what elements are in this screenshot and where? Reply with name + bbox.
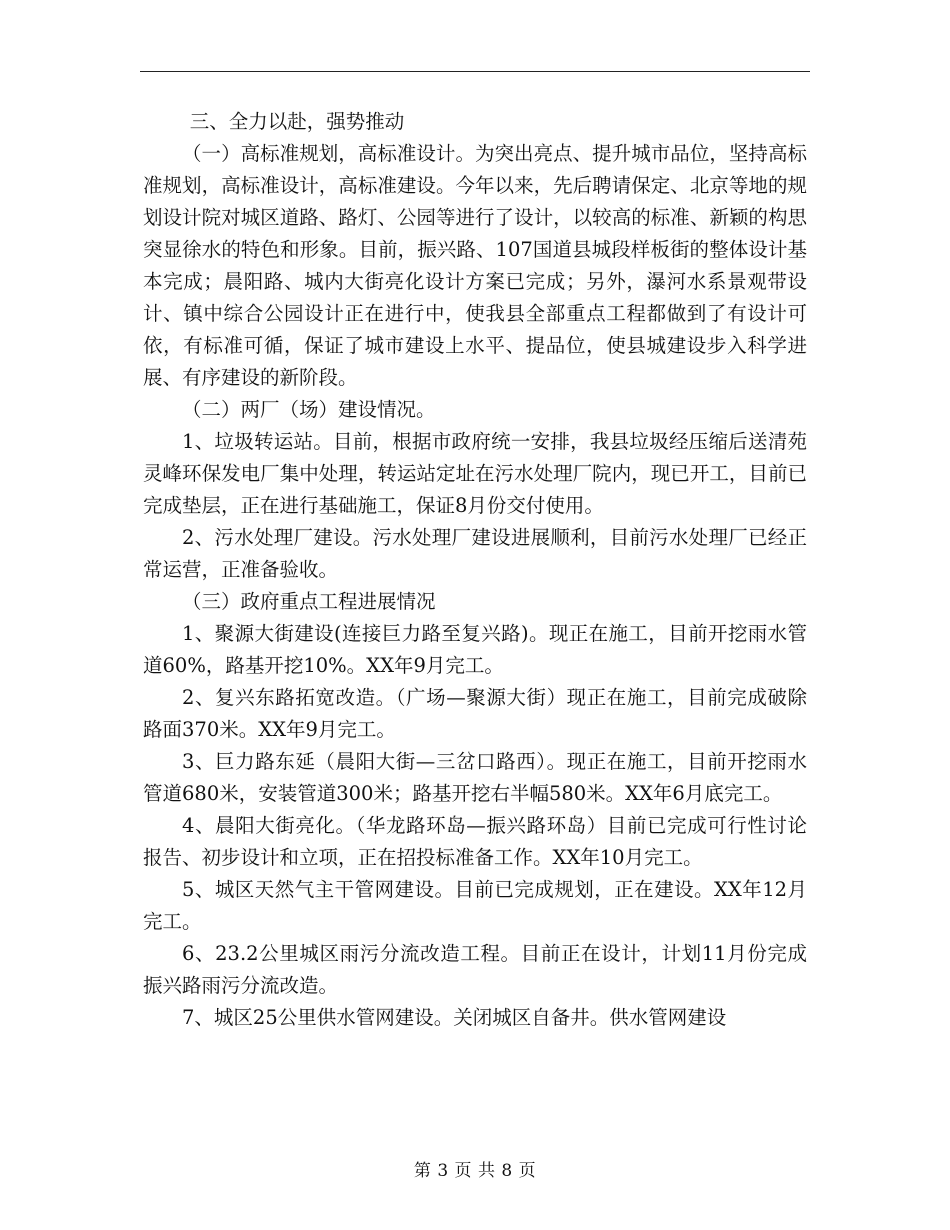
paragraph-garbage-transfer-station: 1、垃圾转运站。目前，根据市政府统一安排，我县垃圾经压缩后送清苑灵峰环保发电厂集中处理，转运站定址在污水处理厂院内，现已开工，目前已完成垫层，正在进行基础施工，保证8月份交付使用。 <box>143 430 807 517</box>
paragraph-water-supply-network: 7、城区25公里供水管网建设。关闭城区自备井。供水管网建设 <box>182 1006 727 1029</box>
header-rule <box>140 71 810 72</box>
paragraph-juli-road-extension: 3、巨力路东延（晨阳大街—三岔口路西）。现正在施工，目前开挖雨水管道680米，安装管道300米；路基开挖右半幅580米。XX年6月底完工。 <box>143 750 807 805</box>
section-title: 三、全力以赴，强势推动 <box>189 110 405 133</box>
paragraph-key-projects-heading: （三）政府重点工程进展情况 <box>182 590 436 613</box>
document-body <box>143 106 807 1034</box>
paragraph-two-plants-heading: （二）两厂（场）建设情况。 <box>182 398 436 421</box>
paragraph-natural-gas-network: 5、城区天然气主干管网建设。目前已完成规划，正在建设。XX年12月完工。 <box>143 878 807 933</box>
paragraph-high-standard-planning: （一）高标准规划，高标准设计。为突出亮点、提升城市品位，坚持高标准规划，高标准设计，高标准建设。今年以来，先后聘请保定、北京等地的规划设计院对城区道路、路灯、公园等进行了设计，以较高的标准、新颖的构思突显徐水的特色和形象。目前，振兴路、107国道县城段样板街的整体设计基本完成；晨阳路、城内大街亮化设计方案已完成；另外，瀑河水系景观带设计、镇中综合公园设计正在进行中，使我县全部重点工程都做到了有设计可依，有标准可循，保证了城市建设上水平、提品位，使县城建设步入科学进展、有序建设的新阶段。 <box>143 142 807 389</box>
paragraph-juyuan-street: 1、聚源大街建设(连接巨力路至复兴路)。现正在施工，目前开挖雨水管道60%，路基开挖10%。XX年9月完工。 <box>143 622 807 677</box>
paragraph-chenyang-street-lighting: 4、晨阳大街亮化。（华龙路环岛—振兴路环岛）目前已完成可行性讨论报告、初步设计和立项，正在招投标准备工作。XX年10月完工。 <box>143 814 807 869</box>
paragraph-sewage-plant: 2、污水处理厂建设。污水处理厂建设进展顺利，目前污水处理厂已经正常运营，正准备验收。 <box>143 526 807 581</box>
page-footer <box>0 1156 950 1181</box>
paragraph-rain-sewage-separation: 6、23.2公里城区雨污分流改造工程。目前正在设计，计划11月份完成振兴路雨污分流改造。 <box>143 942 807 997</box>
page-number-label: 第 3 页 共 8 页 <box>413 1161 537 1181</box>
paragraph-fuxing-east-road: 2、复兴东路拓宽改造。（广场—聚源大街）现正在施工，目前完成破除路面370米。XX年9月完工。 <box>143 686 807 741</box>
